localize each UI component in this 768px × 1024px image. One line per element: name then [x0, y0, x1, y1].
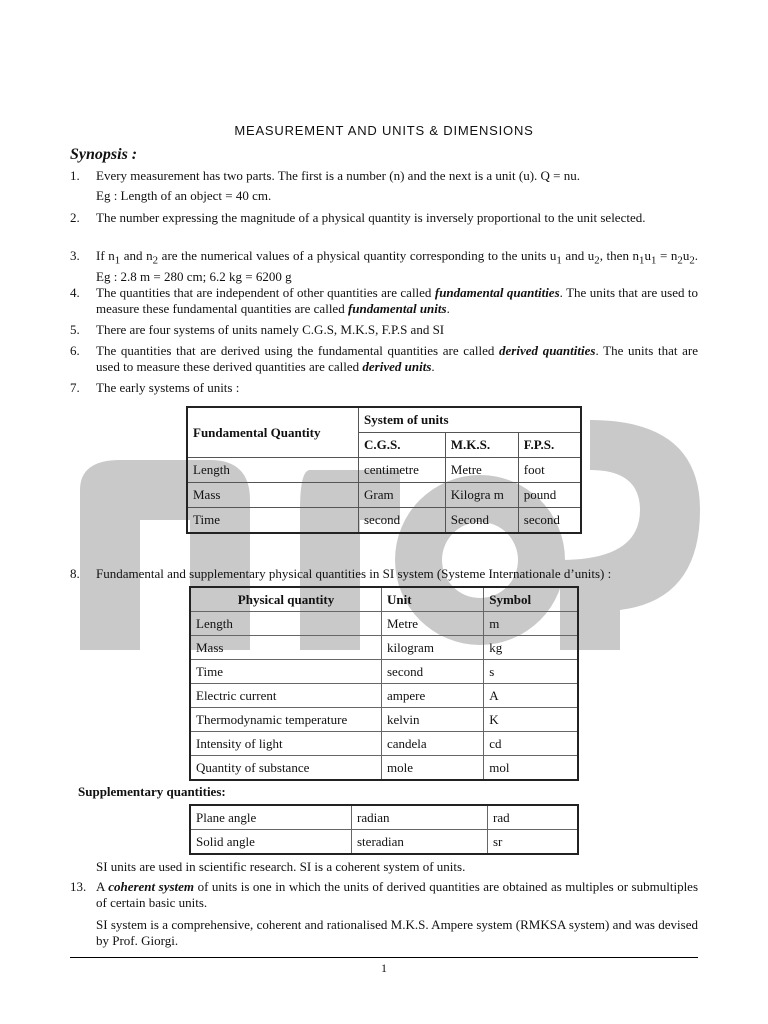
synopsis-heading: Synopsis : [70, 146, 138, 163]
table-cell: sr [488, 830, 579, 855]
list-item [70, 322, 698, 338]
item-example: Eg : Length of an object = 40 cm. [96, 188, 272, 203]
list-item [70, 566, 698, 582]
table-header: C.G.S. [359, 433, 446, 458]
table-cell: Solid angle [190, 830, 352, 855]
list-item [70, 210, 698, 226]
table-cell: Second [445, 508, 518, 534]
list-item [70, 380, 698, 396]
table-cell: steradian [352, 830, 488, 855]
table-header: Fundamental Quantity [187, 407, 359, 458]
item-text: The quantities that are derived using the fundamental quantities are called derived quantities. The units that are used to measure these derived quantities are called derived units. [96, 343, 699, 374]
item-text: A coherent system of units is one in which the units of derived quantities are obtained as multiples or submultiples of certain basic units. [96, 879, 699, 910]
table-row [187, 458, 581, 483]
item-text: There are four systems of units namely C.G.S, M.K.S, F.P.S and SI [96, 322, 445, 337]
item-text: The number expressing the magnitude of a physical quantity is inversely proportional to the unit selected. [96, 210, 646, 225]
table-header: System of units [359, 407, 582, 433]
table-row [190, 708, 578, 732]
table-cell: Plane angle [190, 805, 352, 830]
table-cell: Kilogra m [445, 483, 518, 508]
table-cell: Intensity of light [190, 732, 382, 756]
table-row [190, 830, 578, 855]
table-cell: mol [484, 756, 578, 781]
item-number: 1. [70, 168, 80, 183]
table-row [190, 805, 578, 830]
table-header: Symbol [484, 587, 578, 612]
footer-rule [70, 957, 698, 958]
item-number: 3. [70, 248, 80, 263]
list-item [70, 285, 698, 317]
table-cell: radian [352, 805, 488, 830]
table-cell: foot [518, 458, 581, 483]
table-cell: ampere [382, 684, 484, 708]
page-number: 1 [381, 961, 387, 975]
item-text: The early systems of units : [96, 380, 240, 395]
table-cell: kilogram [382, 636, 484, 660]
table-cell: second [518, 508, 581, 534]
table-cell: centimetre [359, 458, 446, 483]
list-item [70, 248, 698, 285]
table-header: M.K.S. [445, 433, 518, 458]
table-row [187, 508, 581, 534]
table-cell: Length [190, 612, 382, 636]
table-row [190, 756, 578, 781]
si-note: SI units are used in scientific research. SI is a coherent system of units. [96, 859, 466, 874]
table-cell: K [484, 708, 578, 732]
table-cell: second [382, 660, 484, 684]
table-cell: Gram [359, 483, 446, 508]
table-cell: m [484, 612, 578, 636]
item-number: 2. [70, 210, 80, 225]
table-cell: Metre [445, 458, 518, 483]
table-row [190, 636, 578, 660]
supplementary-table [189, 804, 579, 855]
item-number: 8. [70, 566, 80, 581]
si-quantities-table [189, 586, 579, 781]
table-row [187, 483, 581, 508]
table-cell: kg [484, 636, 578, 660]
table-cell: mole [382, 756, 484, 781]
item-number: 7. [70, 380, 80, 395]
table-row [190, 732, 578, 756]
item-number: 6. [70, 343, 80, 358]
table-cell: cd [484, 732, 578, 756]
item-text: The quantities that are independent of other quantities are called fundamental quantities. The units that are used to measure these fundamental quantities are called fundamental units. [96, 285, 698, 316]
table-cell: Electric current [190, 684, 382, 708]
item-text: If $n_1$ and $n_2$ are the numerical values of a physical quantity corresponding to the units $u_1$ and $u_2$, then $n_1u_1 = n_2u_2$. Eg : 2.8 m = 280 cm; 6.2 kg = 6200 g [96, 248, 699, 284]
table-cell: Thermodynamic temperature [190, 708, 382, 732]
table-cell: Mass [187, 483, 359, 508]
item-text: Fundamental and supplementary physical quantities in SI system (Systeme Internationale d’units) : [96, 566, 612, 581]
table-cell: Metre [382, 612, 484, 636]
page-title: MEASUREMENT AND UNITS & DIMENSIONS [234, 123, 534, 138]
table-cell: second [359, 508, 446, 534]
list-item [70, 343, 698, 375]
table-cell: Quantity of substance [190, 756, 382, 781]
table-row [190, 612, 578, 636]
table-cell: A [484, 684, 578, 708]
table-cell: Time [190, 660, 382, 684]
table-header: F.P.S. [518, 433, 581, 458]
table-header: Physical quantity [190, 587, 382, 612]
table-row [190, 684, 578, 708]
table-cell: s [484, 660, 578, 684]
table-cell: candela [382, 732, 484, 756]
table-row [190, 660, 578, 684]
table-cell: kelvin [382, 708, 484, 732]
table-cell: Length [187, 458, 359, 483]
item-number: 5. [70, 322, 80, 337]
item-text: Every measurement has two parts. The first is a number (n) and the next is a unit (u). Q = nu. [96, 168, 580, 183]
si-system-text: SI system is a comprehensive, coherent and rationalised M.K.S. Ampere system (RMKSA system) and was devised by Prof. Giorgi. [96, 917, 698, 948]
item-number: 4. [70, 285, 80, 300]
list-item [70, 168, 698, 204]
table-cell: pound [518, 483, 581, 508]
supplementary-heading: Supplementary quantities: [78, 784, 226, 799]
table-header: Unit [382, 587, 484, 612]
early-systems-table [186, 406, 582, 534]
list-item [70, 879, 698, 911]
table-cell: Time [187, 508, 359, 534]
table-cell: rad [488, 805, 579, 830]
table-cell: Mass [190, 636, 382, 660]
item-number: 13. [70, 879, 87, 894]
